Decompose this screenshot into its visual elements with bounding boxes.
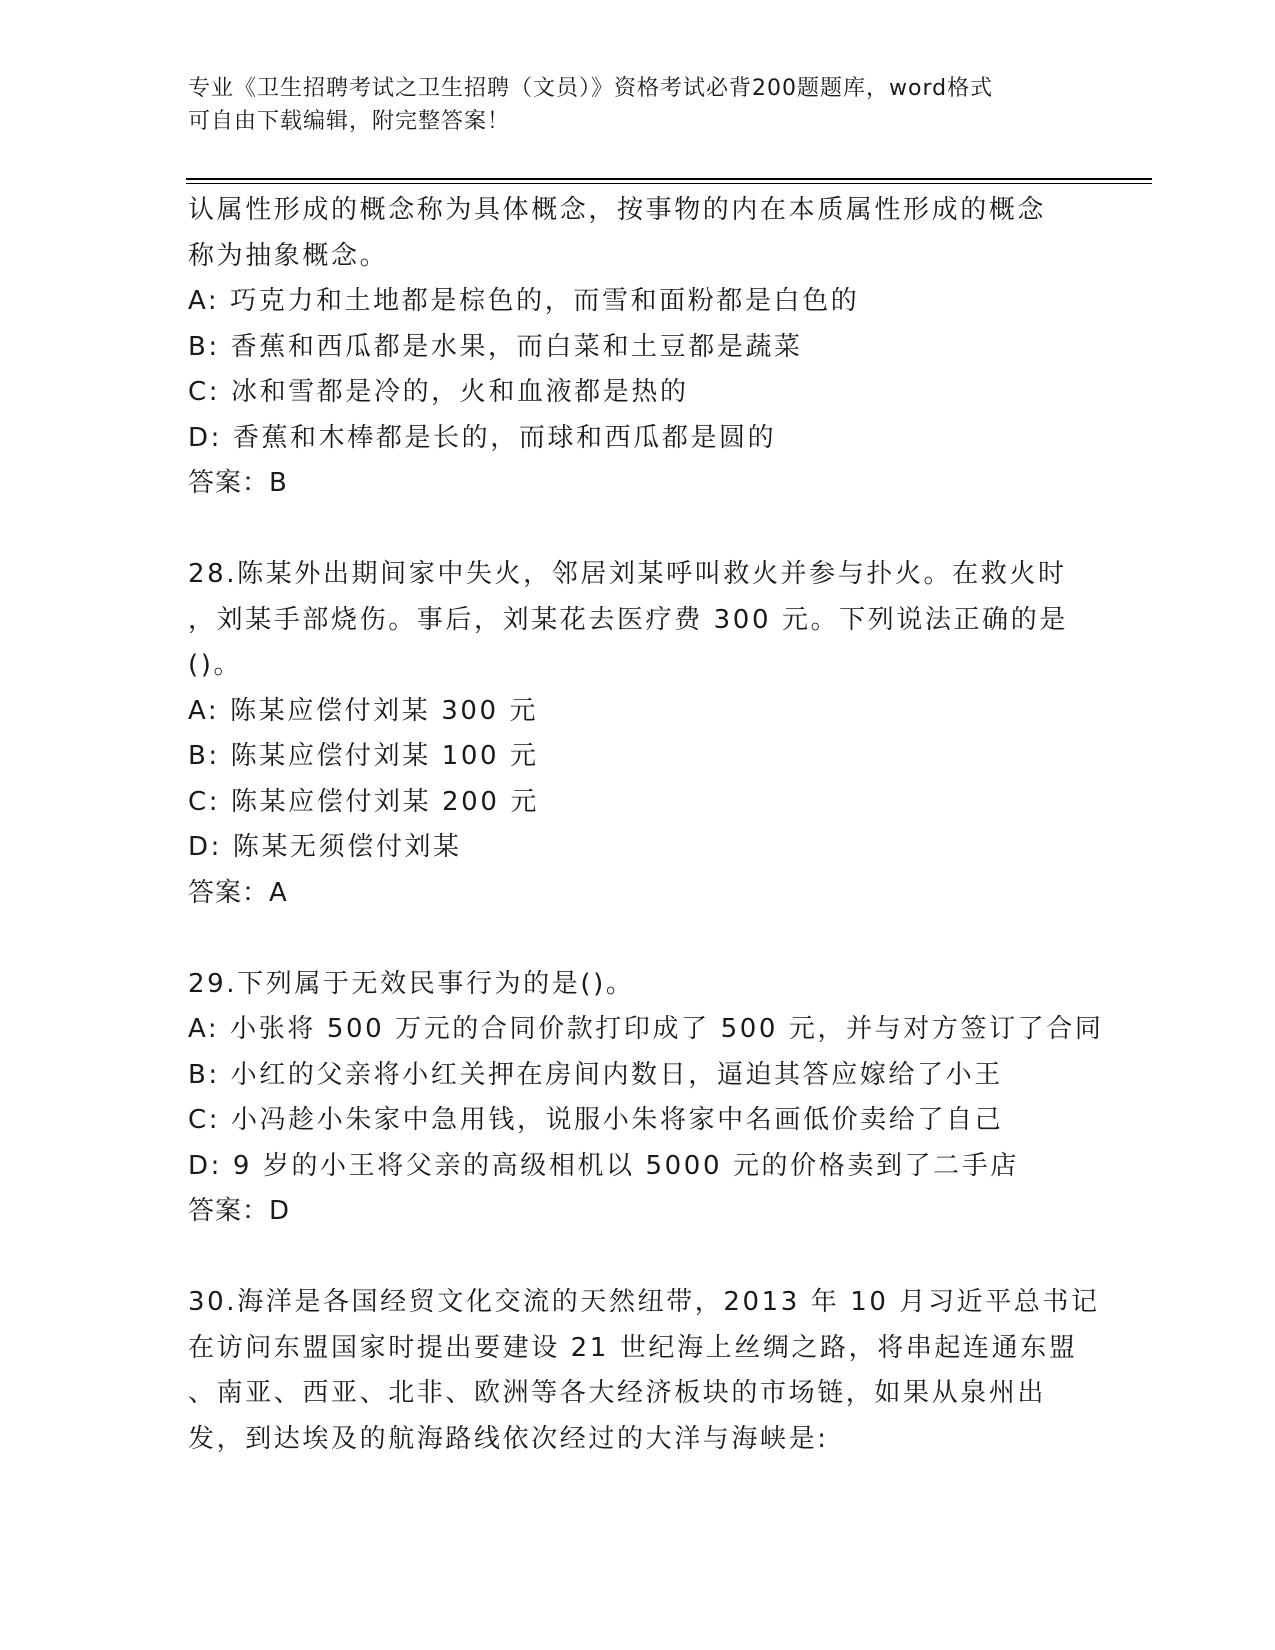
option-c: C: 冰和雪都是冷的，火和血液都是热的	[188, 377, 689, 407]
question-stem-line: 28.陈某外出期间家中失火，邻居刘某呼叫救火并参与扑火。在救火时	[188, 559, 1067, 589]
option-c: C: 陈某应偿付刘某 200 元	[188, 786, 539, 817]
option-a: A: 陈某应偿付刘某 300 元	[188, 695, 539, 726]
option-d: D: 9 岁的小王将父亲的高级相机以 5000 元的价格卖到了二手店	[188, 1150, 1019, 1181]
question-28	[188, 552, 1078, 916]
option-d: D: 陈某无须偿付刘某	[188, 832, 462, 862]
option-b: B: 小红的父亲将小红关押在房间内数日，逼迫其答应嫁给了小王	[188, 1059, 1003, 1090]
question-stem-line: 、南亚、西亚、北非、欧洲等各大经济板块的市场链，如果从泉州出	[188, 1378, 1047, 1408]
question-stem-line: ，刘某手部烧伤。事后，刘某花去医疗费 300 元。下列说法正确的是	[188, 604, 1068, 635]
answer: 答案：A	[188, 877, 288, 908]
question-stem-line: ()。	[188, 650, 243, 680]
question-stem-line: 30.海洋是各国经贸文化交流的天然纽带，2013 年 10 月习近平总书记	[188, 1287, 1100, 1317]
option-a: A: 小张将 500 万元的合同价款打印成了 500 元，并与对方签订了合同	[188, 1014, 1104, 1044]
question-stem-line: 认属性形成的概念称为具体概念，按事物的内在本质属性形成的概念	[188, 195, 1047, 225]
spacer	[188, 916, 1078, 962]
document-header	[188, 72, 1068, 138]
spacer	[188, 507, 1078, 553]
header-title-line-1: 专业《卫生招聘考试之卫生招聘（文员）》资格考试必背200题题库，word格式	[188, 76, 994, 101]
question-stem-line: 发，到达埃及的航海路线依次经过的大洋与海峡是:	[188, 1423, 829, 1454]
question-stem-line: 称为抽象概念。	[188, 240, 389, 271]
option-c: C: 小冯趁小朱家中急用钱，说服小朱将家中名画低价卖给了自己	[188, 1105, 1004, 1135]
question-stem-line: 29.下列属于无效民事行为的是()。	[188, 968, 635, 999]
option-d: D: 香蕉和木棒都是长的，而球和西瓜都是圆的	[188, 422, 777, 453]
answer: 答案：B	[188, 468, 288, 498]
document-body	[188, 188, 1104, 1462]
header-rule-thin	[186, 183, 1152, 184]
header-title-line-2: 可自由下载编辑，附完整答案！	[188, 109, 511, 134]
option-a: A: 巧克力和土地都是棕色的，而雪和面粉都是白色的	[188, 286, 860, 316]
question-stem-line: 在访问东盟国家时提出要建设 21 世纪海上丝绸之路，将串起连通东盟	[188, 1332, 1078, 1363]
option-b: B: 香蕉和西瓜都是水果，而白菜和土豆都是蔬菜	[188, 331, 803, 362]
answer: 答案：D	[188, 1196, 291, 1226]
question-29	[188, 962, 1104, 1235]
option-b: B: 陈某应偿付刘某 100 元	[188, 741, 539, 771]
spacer	[188, 1235, 1078, 1281]
question-30	[188, 1280, 1100, 1462]
question-27-continued	[188, 188, 1078, 507]
header-rule-thick	[186, 178, 1152, 180]
